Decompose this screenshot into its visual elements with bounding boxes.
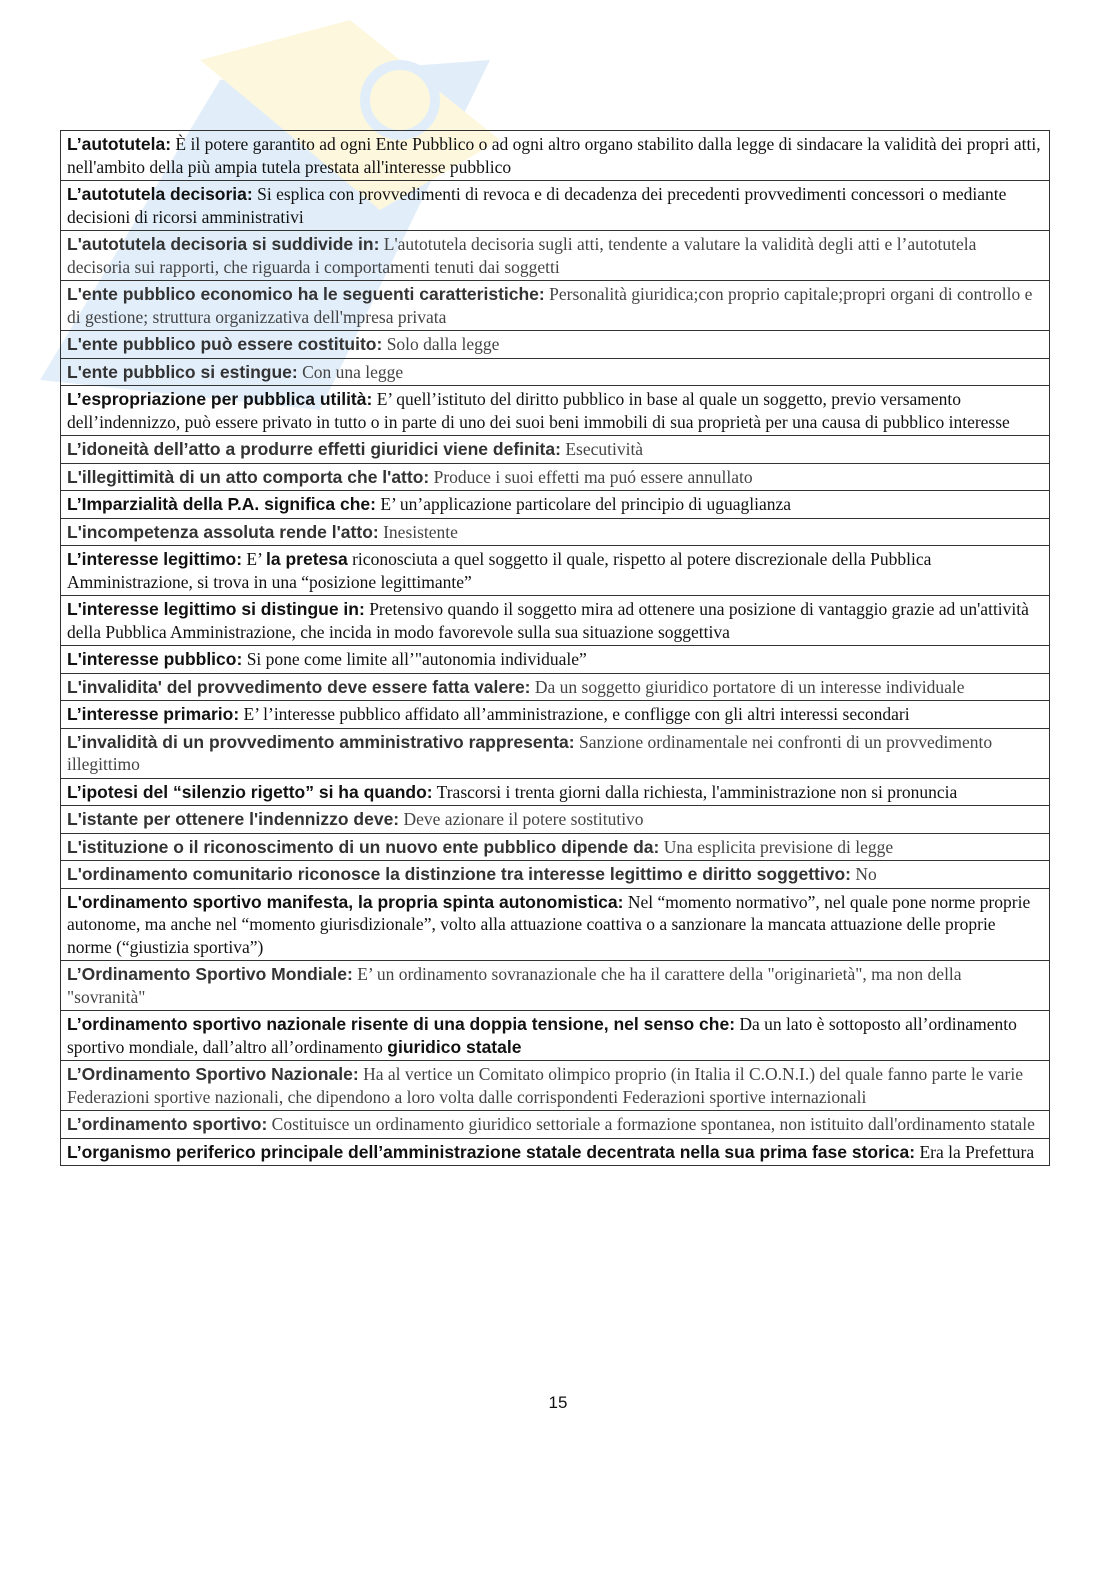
definition-cell (61, 888, 1050, 961)
definition-term: L’ordinamento sportivo nazionale risente di una doppia tensione, nel senso che: (67, 1014, 736, 1034)
definition-answer: Solo dalla legge (382, 334, 500, 354)
definition-answer: Trascorsi i trenta giorni dalla richiesta, l'amministrazione non si pronuncia (432, 781, 958, 802)
definition-term: L’ordinamento sportivo: (67, 1114, 268, 1134)
definition-answer: E’ un ordinamento sovranazionale che ha il carattere della "originarietà", ma non della "sovranità" (67, 964, 962, 1007)
definition-answer: Produce i suoi effetti ma puó essere annullato (429, 466, 753, 487)
table-row (61, 331, 1050, 359)
definition-cell (61, 518, 1050, 546)
table-row (61, 281, 1050, 331)
definition-term: L'autotutela decisoria si suddivide in: (67, 234, 380, 254)
definition-cell (61, 1061, 1050, 1111)
definition-answer: No (851, 864, 877, 884)
table-row (61, 806, 1050, 834)
definitions-table (60, 130, 1050, 1166)
definition-answer: Inesistente (378, 521, 458, 542)
definition-answer: Esecutività (560, 439, 644, 459)
definition-term: L'ordinamento sportivo manifesta, la propria spinta autonomistica: (67, 891, 624, 912)
definition-answer: È il potere garantito ad ogni Ente Pubblico o ad ogni altro organo stabilito dalla legge di sindacare la validità dei propri atti, nell'ambito della più ampia tutela prestata all'interesse pubblico (67, 134, 1041, 177)
definition-term: L’Ordinamento Sportivo Mondiale: (67, 964, 353, 984)
definition-term: L'ente pubblico può essere costituito: (67, 334, 383, 354)
definition-cell (61, 833, 1050, 861)
definition-term: L'invalidita' del provvedimento deve essere fatta valere: (67, 676, 531, 697)
definition-cell (61, 596, 1050, 646)
definition-cell (61, 961, 1050, 1011)
definition-term: L’interesse primario: (67, 704, 240, 724)
table-row (61, 888, 1050, 961)
definition-cell (61, 778, 1050, 806)
definition-answer-emphasis: giuridico statale (387, 1036, 522, 1057)
table-row (61, 518, 1050, 546)
definition-cell (61, 131, 1050, 181)
page-number: 15 (548, 1393, 568, 1412)
definition-cell (61, 281, 1050, 331)
definition-cell (61, 1138, 1050, 1166)
table-row (61, 231, 1050, 281)
definition-answer: Era la Prefettura (915, 1141, 1035, 1162)
definition-answer: E’ l’interesse pubblico affidato all’amministrazione, e confligge con gli altri interessi secondari (239, 704, 910, 724)
definition-term: L’invalidità di un provvedimento amministrativo rappresenta: (67, 731, 575, 752)
definition-answer: Nel “momento normativo”, nel quale pone norme proprie autonome, ma anche nel “momento giurisdizionale”, volto alla attuazione coattiva o a sanzionare la mancata attuazione delle proprie norme (“giustizia sportiva”) (67, 891, 1031, 957)
definition-cell (61, 701, 1050, 729)
definition-term: L'ente pubblico si estingue: (67, 361, 298, 382)
table-row (61, 596, 1050, 646)
table-row (61, 546, 1050, 596)
table-row (61, 673, 1050, 701)
definition-term: L'illegittimità di un atto comporta che l'atto: (67, 466, 430, 487)
definition-term: L’autotutela: (67, 134, 172, 154)
definition-answer: Pretensivo quando il soggetto mira ad ottenere una posizione di vantaggio grazie ad un'attività della Pubblica Amministrazione, che incida in modo favorevole sulla sua situazione soggettiva (67, 599, 1029, 642)
definition-answer: Personalità giuridica;con proprio capitale;propri organi di controllo e di gestione; struttura organizzativa dell'mpresa privata (67, 284, 1033, 327)
definition-cell (61, 463, 1050, 491)
table-row (61, 181, 1050, 231)
table-row (61, 358, 1050, 386)
definition-cell (61, 331, 1050, 359)
table-row (61, 646, 1050, 674)
table-row (61, 1011, 1050, 1061)
definition-answer-emphasis: la pretesa (266, 549, 348, 569)
definition-answer: L'autotutela decisoria sugli atti, tendente a valutare la validità degli atti e l’autotutela decisoria sui rapporti, che riguarda i comportamenti tenuti dai soggetti (67, 234, 977, 277)
definition-cell (61, 546, 1050, 596)
table-row (61, 778, 1050, 806)
definition-answer-continued: riconosciuta a quel soggetto il quale, rispetto al potere discrezionale della Pubblica Amministrazione, si trova in una “posizione legittimante” (67, 549, 932, 592)
definition-answer: Si pone come limite all’"autonomia individuale” (242, 649, 587, 669)
definition-term: L’ipotesi del “silenzio rigetto” si ha quando: (67, 781, 433, 802)
definition-cell (61, 673, 1050, 701)
definition-term: L'interesse legittimo si distingue in: (67, 599, 365, 619)
definition-term: L’idoneità dell’atto a produrre effetti giuridici viene definita: (67, 439, 561, 459)
table-row (61, 1061, 1050, 1111)
definition-answer: Sanzione ordinamentale nei confronti di un provvedimento illegittimo (67, 731, 993, 774)
table-row (61, 463, 1050, 491)
table-row (61, 861, 1050, 889)
table-row (61, 131, 1050, 181)
definition-cell (61, 491, 1050, 519)
definition-cell (61, 861, 1050, 889)
definition-answer: Una esplicita previsione di legge (659, 836, 894, 857)
table-row (61, 701, 1050, 729)
definition-term: L’espropriazione per pubblica utilità: (67, 389, 373, 409)
definition-answer: Si esplica con provvedimenti di revoca e di decadenza dei precedenti provvedimenti concessori o mediante decisioni di ricorsi amministrativi (67, 184, 1007, 227)
table-row (61, 1111, 1050, 1139)
definition-term: L'ordinamento comunitario riconosce la distinzione tra interesse legittimo e diritto soggettivo: (67, 864, 851, 884)
table-row (61, 491, 1050, 519)
table-row (61, 833, 1050, 861)
definition-answer: Ha al vertice un Comitato olimpico proprio (in Italia il C.O.N.I.) del quale fanno parte le varie Federazioni sportive nazionali, che dipendono a loro volta dalle corrispondenti Federazioni sportive internazionali (67, 1064, 1024, 1107)
definition-term: L'ente pubblico economico ha le seguenti caratteristiche: (67, 284, 545, 304)
definition-answer: E’ un’applicazione particolare del principio di uguaglianza (375, 494, 792, 514)
definition-cell (61, 231, 1050, 281)
definition-cell (61, 436, 1050, 464)
definition-term: L’Ordinamento Sportivo Nazionale: (67, 1064, 359, 1084)
definition-cell (61, 1011, 1050, 1061)
table-row (61, 961, 1050, 1011)
definition-term: L’organismo periferico principale dell’amministrazione statale decentrata nella sua prima fase storica: (67, 1141, 916, 1162)
definition-cell (61, 181, 1050, 231)
table-row (61, 386, 1050, 436)
definition-answer: E’ (242, 549, 267, 569)
table-row (61, 436, 1050, 464)
definition-answer: Con una legge (297, 361, 404, 382)
definition-cell (61, 806, 1050, 834)
definition-answer: Da un lato è sottoposto all’ordinamento sportivo mondiale, dall’altro all’ordinamento (67, 1014, 1017, 1057)
definition-term: L'istituzione o il riconoscimento di un nuovo ente pubblico dipende da: (67, 836, 660, 857)
definition-cell (61, 728, 1050, 778)
definition-answer: Costituisce un ordinamento giuridico settoriale a formazione spontanea, non istituito dall'ordinamento statale (267, 1114, 1035, 1134)
definition-term: L’Imparzialità della P.A. significa che: (67, 494, 376, 514)
table-row (61, 728, 1050, 778)
definition-cell (61, 386, 1050, 436)
definition-answer: Deve azionare il potere sostitutivo (399, 809, 644, 829)
definition-term: L'incompetenza assoluta rende l'atto: (67, 521, 379, 542)
definition-cell (61, 358, 1050, 386)
definition-term: L'interesse pubblico: (67, 649, 243, 669)
definition-term: L’autotutela decisoria: (67, 184, 253, 204)
definition-term: L’interesse legittimo: (67, 549, 243, 569)
definition-answer: Da un soggetto giuridico portatore di un interesse individuale (530, 676, 965, 697)
table-row (61, 1138, 1050, 1166)
definition-cell (61, 646, 1050, 674)
definition-cell (61, 1111, 1050, 1139)
definition-term: L'istante per ottenere l'indennizzo deve: (67, 809, 400, 829)
definition-answer: E’ quell’istituto del diritto pubblico in base al quale un soggetto, previo versamento dell’indennizzo, può essere privato in tutto o in parte di uno dei suoi beni immobili di sua proprietà per una causa di pubblico interesse (67, 389, 1010, 432)
